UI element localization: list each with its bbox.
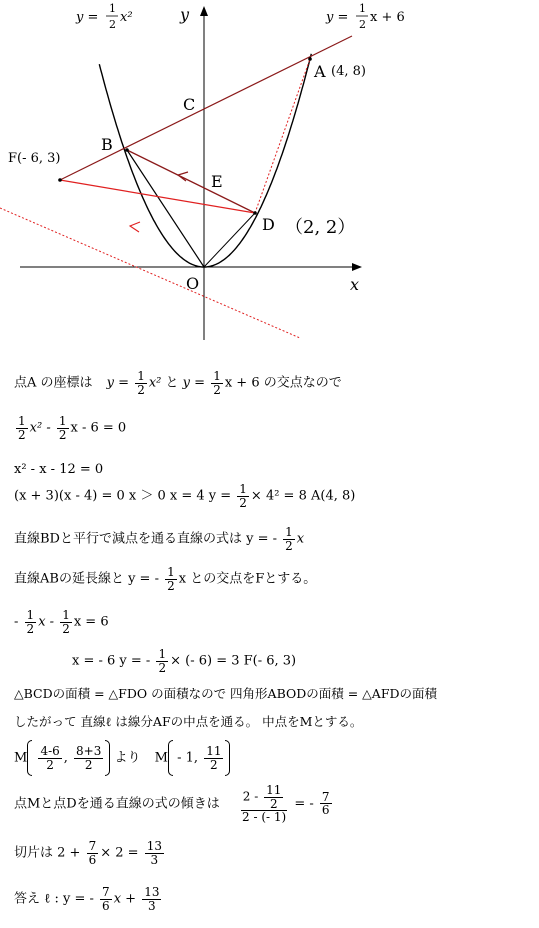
text: x + — [113, 891, 137, 907]
solution-line-9 — [14, 688, 437, 701]
fraction: $\frac{1}{2}$ — [137, 369, 145, 397]
text: - — [14, 614, 19, 630]
text: 答え ℓ : y = - — [14, 891, 94, 907]
fraction: $\frac{1}{2}$ — [213, 369, 221, 397]
bracket-left — [168, 740, 173, 776]
text: - 1, — [177, 750, 199, 766]
text: x との交点をFとする。 — [178, 571, 317, 587]
fraction: $\frac{7}{6}$ — [321, 789, 330, 818]
solution-line-11: M $\frac{4-6}{2}$ , $\frac{8+3}{2}$ より M - 1, $\frac{11}{2}$ — [14, 740, 230, 776]
solution-line-10 — [14, 716, 362, 729]
text: 直線BDと平行で減点を通る直線の式は y = - — [14, 531, 278, 547]
label-line-num: 1 — [359, 2, 366, 15]
x-axis-arrow — [352, 263, 362, 271]
label-point-C: C — [183, 95, 196, 114]
label-point-A: A — [314, 62, 326, 81]
solution-line-7 — [14, 609, 109, 635]
fraction: $\frac{1}{2}$ — [62, 608, 70, 636]
text: x - — [38, 614, 55, 630]
label-y-axis: y — [180, 5, 190, 24]
text: x² — [148, 375, 162, 391]
text: × (- 6) = 3 F(- 6, 3) — [170, 653, 297, 669]
solution-line-3 — [14, 463, 103, 476]
text: より — [114, 750, 141, 766]
label-parabola-den: 2 — [109, 18, 116, 31]
point-F-dot — [58, 178, 62, 182]
text: 点Mと点Dを通る直線の式の傾きは — [14, 796, 220, 812]
parallel-line-through-O — [0, 208, 300, 338]
label-parabola-rhs: x² — [120, 10, 133, 25]
text: y = — [106, 375, 130, 391]
solution-line-8 — [72, 648, 296, 674]
bracket-right — [225, 740, 230, 776]
fraction: $\frac{1}{2}$ — [167, 565, 175, 593]
text: × 4² = 8 A(4, 8) — [250, 488, 356, 504]
line-AB — [60, 36, 352, 180]
label-parabola-num: 1 — [109, 2, 116, 15]
parabola-curve — [99, 54, 311, 267]
text: (x + 3)(x - 4) = 0 x ＞ 0 x = 4 y = — [14, 488, 232, 504]
fraction: $\frac{13}{3}$ — [144, 885, 160, 913]
text: x + 6 の交点なので — [224, 375, 342, 391]
solution-line-1 — [14, 370, 342, 396]
compound-fraction: 2 - $\frac{11}{2}$ 2 - (- 1) — [242, 783, 287, 825]
arrow-on-parallel — [130, 222, 140, 232]
text: 点A の座標は — [14, 375, 93, 391]
solution-line-12 — [14, 784, 334, 824]
solution-line-2 — [14, 415, 126, 441]
label-point-F: F(- 6, 3) — [8, 151, 61, 166]
fraction: $\frac{1}{2}$ — [158, 647, 167, 675]
text: したがって 直線ℓ は線分AFの中点を通る。 中点をMとする。 — [14, 714, 363, 729]
text: と — [165, 375, 179, 391]
label-point-D-coord: （2, 2） — [285, 217, 356, 238]
text: × 2 = — [100, 845, 139, 861]
label-parabola-lhs: y = — [76, 10, 99, 25]
fraction: $\frac{13}{3}$ — [146, 839, 162, 867]
label-point-A-coord: (4, 8) — [331, 64, 366, 79]
fraction: $\frac{1}{2}$ — [26, 608, 35, 636]
text: x = - 6 y = - — [72, 653, 151, 669]
bracket-left — [27, 740, 32, 776]
text: x = 6 — [73, 614, 109, 630]
segment-FD — [60, 180, 255, 213]
solution-line-13 — [14, 840, 166, 866]
point-B-dot — [125, 148, 129, 152]
fraction: $\frac{1}{2}$ — [239, 482, 247, 510]
text: 切片は 2 + — [14, 845, 81, 861]
label-point-B: B — [101, 135, 113, 154]
label-point-D: D — [262, 215, 275, 234]
fraction: $\frac{4-6}{2}$ — [40, 743, 60, 772]
segment-OD — [204, 213, 255, 267]
label-line-lhs: y = — [326, 10, 349, 25]
fraction: $\frac{1}{2}$ — [58, 414, 67, 442]
bracket-right — [105, 740, 110, 776]
text: x — [296, 531, 305, 547]
segment-BO — [127, 150, 204, 267]
label-x-axis: x — [350, 275, 360, 294]
fraction: $\frac{7}{6}$ — [102, 885, 110, 913]
graph-figure — [0, 0, 539, 345]
point-A-dot — [308, 57, 312, 61]
text: x - 6 = 0 — [70, 420, 127, 436]
text: = - — [294, 796, 314, 812]
text: x² - x - 12 = 0 — [14, 462, 104, 477]
fraction: $\frac{7}{6}$ — [88, 839, 97, 867]
solution-line-4 — [14, 483, 355, 509]
fraction: $\frac{1}{2}$ — [285, 525, 293, 553]
segment-DA — [255, 59, 310, 213]
text: △BCDの面積 = △FDO の面積なので 四角形ABODの面積 = △AFDの面積 — [14, 686, 438, 701]
label-line-rhs: x + 6 — [370, 10, 405, 25]
y-axis-arrow — [200, 6, 208, 16]
text: x² - — [29, 420, 51, 436]
label-line-den: 2 — [359, 18, 366, 31]
fraction: $\frac{1}{2}$ — [18, 414, 26, 442]
point-D-dot — [253, 211, 257, 215]
solution-line-5 — [14, 526, 304, 552]
solution-line-6 — [14, 566, 316, 592]
text: 直線ABの延長線と y = - — [14, 571, 159, 587]
fraction: $\frac{11}{2}$ — [206, 743, 222, 772]
text: y = — [182, 375, 206, 391]
text: M — [154, 750, 168, 766]
text: M — [14, 750, 28, 766]
label-origin: O — [186, 274, 200, 293]
solution-answer — [14, 886, 163, 912]
label-point-E: E — [211, 172, 223, 191]
fraction: $\frac{8+3}{2}$ — [76, 743, 102, 772]
